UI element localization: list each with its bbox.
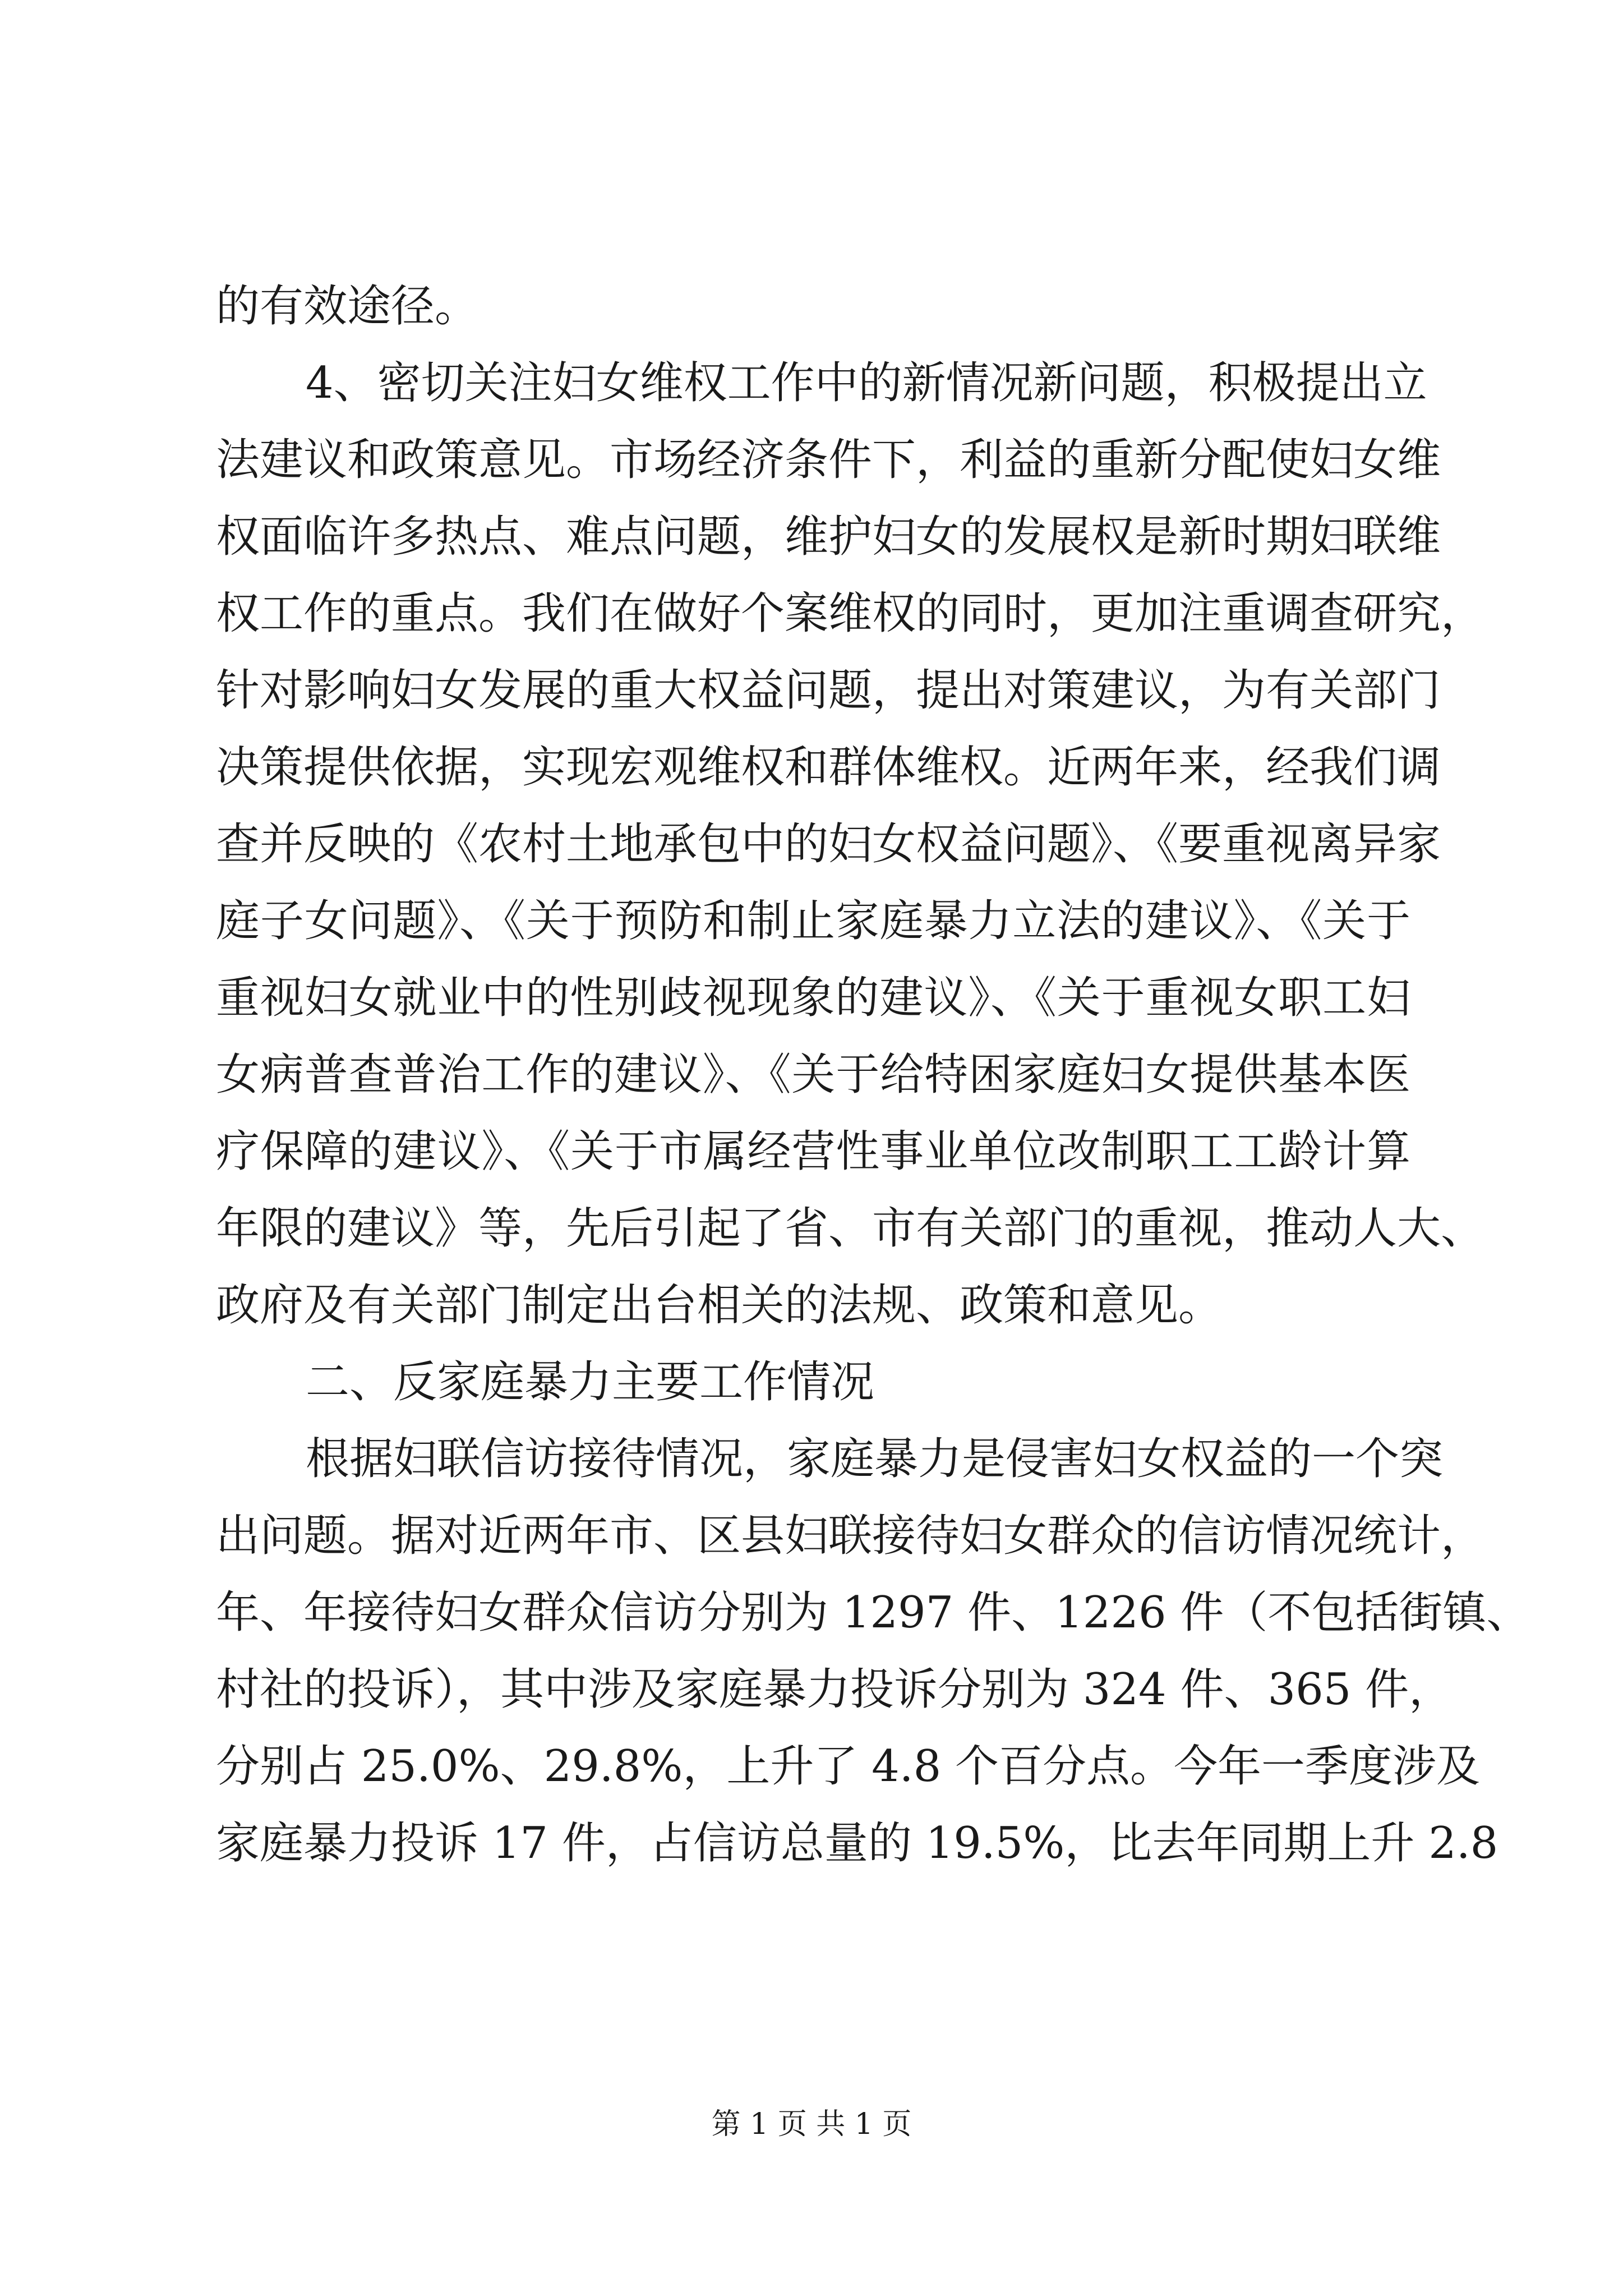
paragraph-line: 权工作的重点。我们在做好个案维权的同时，更加注重调查研究， <box>216 588 1485 639</box>
paragraph-line: 重视妇女就业中的性别歧视现象的建议》、《关于重视女职工妇 <box>216 973 1410 1023</box>
paragraph-line: 庭子女问题》、《关于预防和制止家庭暴力立法的建议》、《关于 <box>216 896 1410 946</box>
paragraph-line: 分别占 25.0%、29.8%，上升了 4.8 个百分点。今年一季度涉及 <box>216 1741 1481 1792</box>
paragraph-line: 政府及有关部门制定出台相关的法规、政策和意见。 <box>216 1280 1223 1331</box>
paragraph-line: 权面临许多热点、难点问题，维护妇女的发展权是新时期妇联维 <box>216 512 1441 562</box>
paragraph-line: 出问题。据对近两年市、区县妇联接待妇女群众的信访情况统计， <box>216 1511 1485 1561</box>
paragraph-line: 二、反家庭暴力主要工作情况 <box>306 1357 875 1407</box>
paragraph-line: 针对影响妇女发展的重大权益问题，提出对策建议，为有关部门 <box>216 665 1441 716</box>
document-body <box>216 268 1530 1882</box>
paragraph-line: 女病普查普治工作的建议》、《关于给特困家庭妇女提供基本医 <box>216 1050 1410 1100</box>
paragraph-line: 疗保障的建议》、《关于市属经营性事业单位改制职工工龄计算 <box>216 1126 1410 1177</box>
page-footer: 第 1 页 共 1 页 <box>711 2108 912 2141</box>
paragraph-line: 年、年接待妇女群众信访分别为 1297 件、1226 件（不包括街镇、 <box>216 1588 1530 1638</box>
paragraph-line: 村社的投诉），其中涉及家庭暴力投诉分别为 324 件、365 件， <box>216 1664 1453 1715</box>
paragraph-line: 决策提供依据，实现宏观维权和群体维权。近两年来，经我们调 <box>216 742 1441 793</box>
paragraph-line: 年限的建议》等，先后引起了省、市有关部门的重视，推动人大、 <box>216 1203 1485 1254</box>
paragraph-line: 4、密切关注妇女维权工作中的新情况新问题，积极提出立 <box>306 358 1427 408</box>
paragraph-line: 法建议和政策意见。市场经济条件下，利益的重新分配使妇女维 <box>216 435 1441 485</box>
paragraph-line: 家庭暴力投诉 17 件，占信访总量的 19.5%，比去年同期上升 2.8 <box>216 1818 1498 1869</box>
paragraph-line: 根据妇联信访接待情况，家庭暴力是侵害妇女权益的一个突 <box>306 1434 1444 1484</box>
paragraph-line: 查并反映的《农村土地承包中的妇女权益问题》、《要重视离异家 <box>216 819 1441 869</box>
paragraph-line: 的有效途径。 <box>216 281 479 332</box>
